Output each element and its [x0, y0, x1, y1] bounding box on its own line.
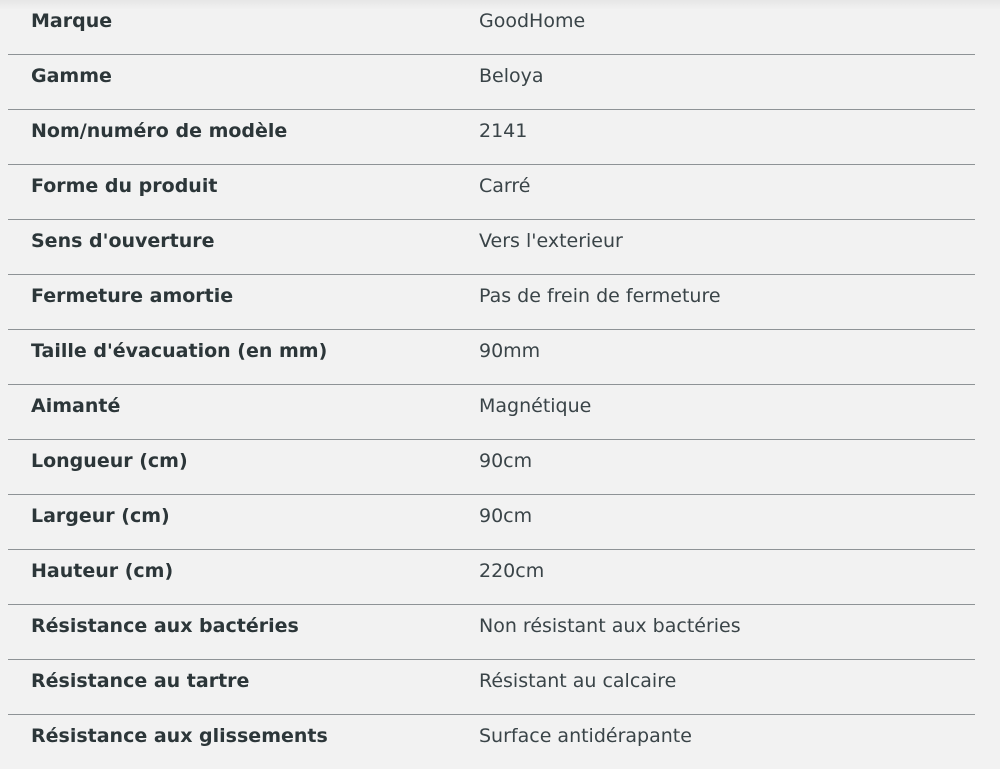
spec-value: Pas de frein de fermeture: [479, 285, 721, 307]
spec-value: Vers l'exterieur: [479, 230, 623, 252]
spec-row-range: [8, 55, 975, 110]
spec-row-model: [8, 110, 975, 165]
spec-row-magnetic: [8, 385, 975, 440]
spec-label: Sens d'ouverture: [31, 230, 215, 252]
spec-row-slip-resistance: [8, 715, 975, 769]
spec-row-bacteria-resistance: [8, 605, 975, 660]
spec-row-limescale-resistance: [8, 660, 975, 715]
spec-label: Résistance aux bactéries: [31, 615, 299, 637]
spec-label: Résistance au tartre: [31, 670, 250, 692]
product-specifications-table: [8, 0, 975, 769]
spec-label: Nom/numéro de modèle: [31, 120, 288, 142]
spec-row-height: [8, 550, 975, 605]
spec-row-drain-size: [8, 330, 975, 385]
spec-row-length: [8, 440, 975, 495]
spec-value: Non résistant aux bactéries: [479, 615, 741, 637]
spec-label: Hauteur (cm): [31, 560, 174, 582]
spec-label: Largeur (cm): [31, 505, 170, 527]
spec-value: Carré: [479, 175, 531, 197]
spec-label: Résistance aux glissements: [31, 725, 328, 747]
spec-row-width: [8, 495, 975, 550]
spec-row-shape: [8, 165, 975, 220]
spec-value: 90cm: [479, 505, 533, 527]
spec-label: Gamme: [31, 65, 112, 87]
spec-label: Marque: [31, 10, 113, 32]
spec-value: Beloya: [479, 65, 544, 87]
spec-label: Taille d'évacuation (en mm): [31, 340, 328, 362]
spec-value: Surface antidérapante: [479, 725, 692, 747]
spec-value: 2141: [479, 120, 528, 142]
spec-row-opening-direction: [8, 220, 975, 275]
spec-value: 220cm: [479, 560, 545, 582]
spec-label: Aimanté: [31, 395, 121, 417]
spec-value: Résistant au calcaire: [479, 670, 677, 692]
spec-value: GoodHome: [479, 10, 586, 32]
spec-value: Magnétique: [479, 395, 592, 417]
spec-label: Fermeture amortie: [31, 285, 234, 307]
spec-row-soft-close: [8, 275, 975, 330]
spec-value: 90cm: [479, 450, 533, 472]
spec-label: Forme du produit: [31, 175, 218, 197]
spec-row-brand: [8, 0, 975, 55]
spec-label: Longueur (cm): [31, 450, 188, 472]
spec-value: 90mm: [479, 340, 541, 362]
